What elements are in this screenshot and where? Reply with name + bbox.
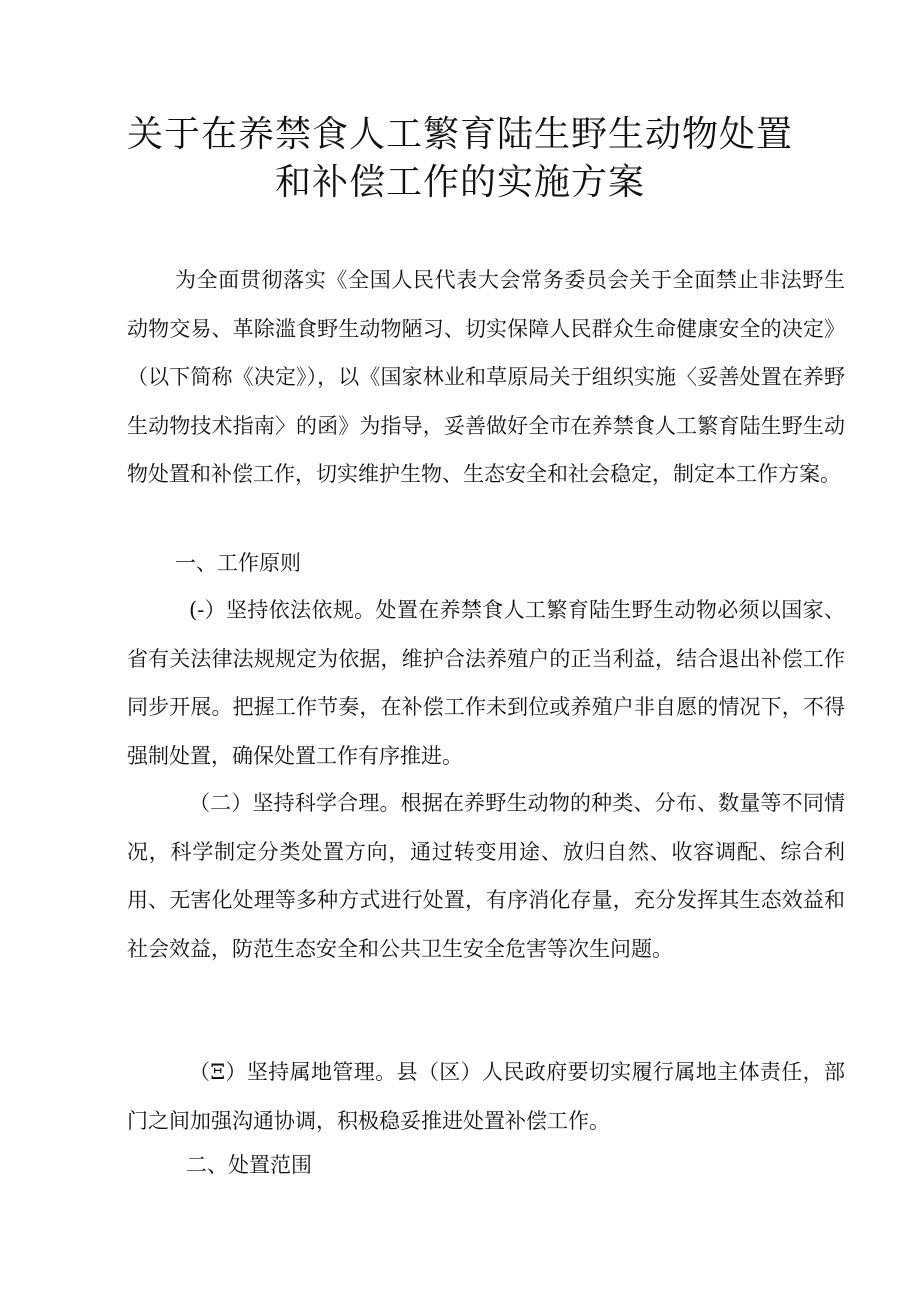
section-2-heading: 二、处置范围 <box>186 1153 312 1177</box>
principle-3-paragraph: （Ξ）坚持属地管理。县（区）人民政府要切实履行属地主体责任，部门之间加强沟通协调，积极稳妥推进处置补偿工作。 <box>127 1060 845 1133</box>
document-title-line-2: 和补偿工作的实施方案 <box>274 162 645 203</box>
principle-1-paragraph: (-）坚持依法依规。处置在养禁食人工繁育陆生野生动物必须以国家、省有关法律法规规定为依据，维护合法养殖户的正当利益，结合退出补偿工作同步开展。把握工作节奏，在补偿工作未到位或养殖户非自愿的情况下，不得强制处置，确保处置工作有序推进。 <box>127 598 845 768</box>
document-title-line-1: 关于在养禁食人工繁育陆生野生动物处置 <box>126 114 793 155</box>
section-1-heading: 一、工作原则 <box>175 551 301 575</box>
intro-paragraph: 为全面贯彻落实《全国人民代表大会常务委员会关于全面禁止非法野生动物交易、革除滥食野生动物陋习、切实保障人民群众生命健康安全的决定》（以下简称《决定》），以《国家林业和草原局关于组织实施〈妥善处置在养野生动物技术指南〉的函》为指导，妥善做好全市在养禁食人工繁育陆生野生动物处置和补偿工作，切实维护生物、生态安全和社会稳定，制定本工作方案。 <box>127 268 845 486</box>
principle-2-paragraph: （二）坚持科学合理。根据在养野生动物的种类、分布、数量等不同情况，科学制定分类处置方向，通过转变用途、放归自然、收容调配、综合利用、无害化处理等多种方式进行处置，有序消化存量，充分发挥其生态效益和社会效益，防范生态安全和公共卫生安全危害等次生问题。 <box>127 791 845 961</box>
